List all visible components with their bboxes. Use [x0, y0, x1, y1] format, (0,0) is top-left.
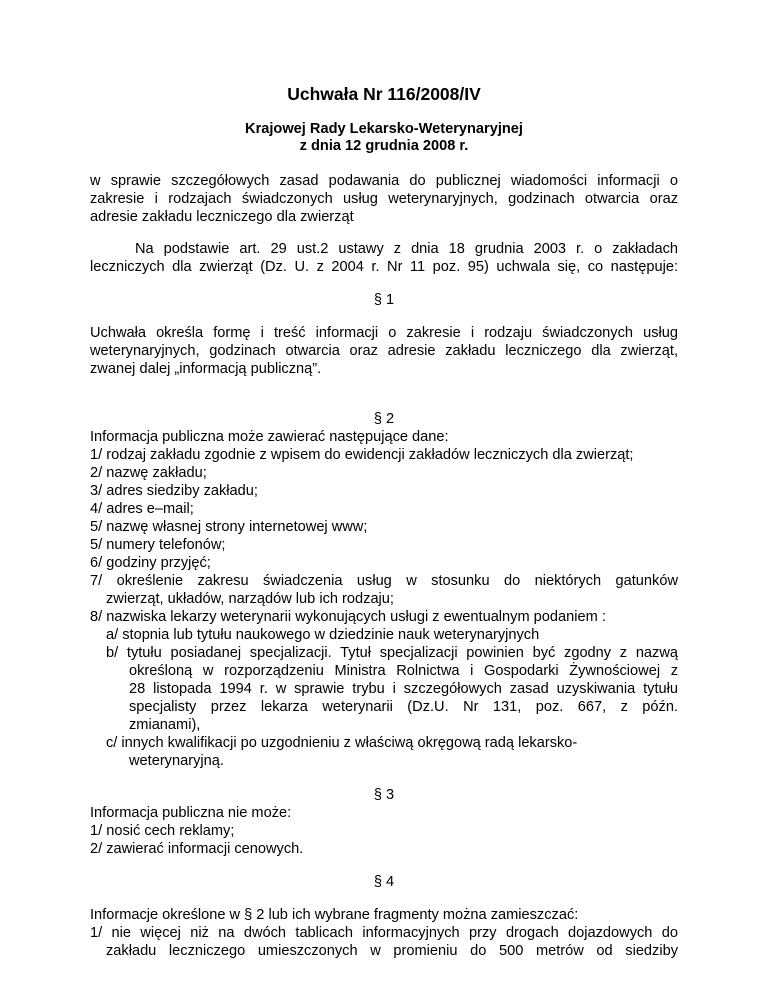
subject-line: zakresie i rodzajach świadczonych usług weterynaryjnych, godzinach otwarcia oraz [90, 191, 678, 207]
section-1-heading: § 1 [373, 292, 395, 308]
preamble-line: Na podstawie art. 29 ust.2 ustawy z dnia 18 grudnia 2003 r. o zakładach [135, 241, 678, 257]
preamble-line: leczniczych dla zwierząt (Dz. U. z 2004 r. Nr 11 poz. 95) uchwala się, co następuje: [90, 259, 678, 275]
resolution-title: Uchwała Nr 116/2008/IV [287, 84, 481, 104]
list-item: 8/ nazwiska lekarzy weterynarii wykonujących usługi z ewentualnym podaniem : [90, 609, 606, 625]
list-item-continued: zakładu leczniczego umieszczonych w promieniu do 500 metrów od siedziby [106, 943, 678, 959]
section-2-intro: Informacja publiczna może zawierać następujące dane: [90, 429, 449, 445]
issuer: Krajowej Rady Lekarsko-Weterynaryjnej [245, 121, 523, 137]
list-item: 1/ nosić cech reklamy; [90, 823, 235, 839]
section-3-intro: Informacja publiczna nie może: [90, 805, 292, 821]
list-item: 1/ nie więcej niż na dwóch tablicach informacyjnych przy drogach dojazdowych do [90, 925, 678, 941]
sub-item: c/ innych kwalifikacji po uzgodnieniu z właściwą okręgową radą lekarsko- [106, 735, 578, 751]
list-item: 4/ adres e–mail; [90, 501, 194, 517]
list-item-continued: zwierząt, układów, narządów lub ich rodzaju; [106, 591, 394, 607]
list-item: 5/ nazwę własnej strony internetowej www; [90, 519, 368, 535]
section-4-heading: § 4 [373, 874, 395, 890]
subject-line: w sprawie szczegółowych zasad podawania do publicznej wiadomości informacji o [90, 173, 678, 189]
list-item: 2/ nazwę zakładu; [90, 465, 207, 481]
subject-line: adresie zakładu leczniczego dla zwierząt [90, 209, 354, 225]
date: z dnia 12 grudnia 2008 r. [299, 138, 469, 154]
sub-item-continued: określoną w rozporządzeniu Ministra Rolnictwa i Gospodarki Żywnościowej z [129, 663, 678, 679]
section-2-heading: § 2 [373, 411, 395, 427]
list-item: 3/ adres siedziby zakładu; [90, 483, 258, 499]
list-item: 1/ rodzaj zakładu zgodnie z wpisem do ewidencji zakładów leczniczych dla zwierząt; [90, 447, 634, 463]
list-item: 7/ określenie zakresu świadczenia usług w stosunku do niektórych gatunków [90, 573, 678, 589]
list-item: 2/ zawierać informacji cenowych. [90, 841, 304, 857]
section-1-text: weterynaryjnych, godzinach otwarcia oraz adresie zakładu leczniczego dla zwierząt, [90, 343, 678, 359]
sub-item-continued: zmianami), [129, 717, 201, 733]
sub-item: a/ stopnia lub tytułu naukowego w dziedzinie nauk weterynaryjnych [106, 627, 540, 643]
sub-item: b/ tytułu posiadanej specjalizacji. Tytuł specjalizacji powinien być zgodny z nazwą [106, 645, 678, 661]
list-item: 6/ godziny przyjęć; [90, 555, 211, 571]
section-1-text: Uchwała określa formę i treść informacji o zakresie i rodzaju świadczonych usług [90, 325, 678, 341]
list-item: 5/ numery telefonów; [90, 537, 226, 553]
section-3-heading: § 3 [373, 787, 395, 803]
sub-item-continued: weterynaryjną. [129, 753, 224, 769]
section-4-intro: Informacje określone w § 2 lub ich wybrane fragmenty można zamieszczać: [90, 907, 579, 923]
section-1-text: zwanej dalej „informacją publiczną”. [90, 361, 322, 377]
sub-item-continued: 28 listopada 1994 r. w sprawie trybu i szczegółowych zasad uzyskiwania tytułu [129, 681, 678, 697]
sub-item-continued: specjalisty przez lekarza weterynarii (Dz.U. Nr 131, poz. 667, z późn. [129, 699, 678, 715]
